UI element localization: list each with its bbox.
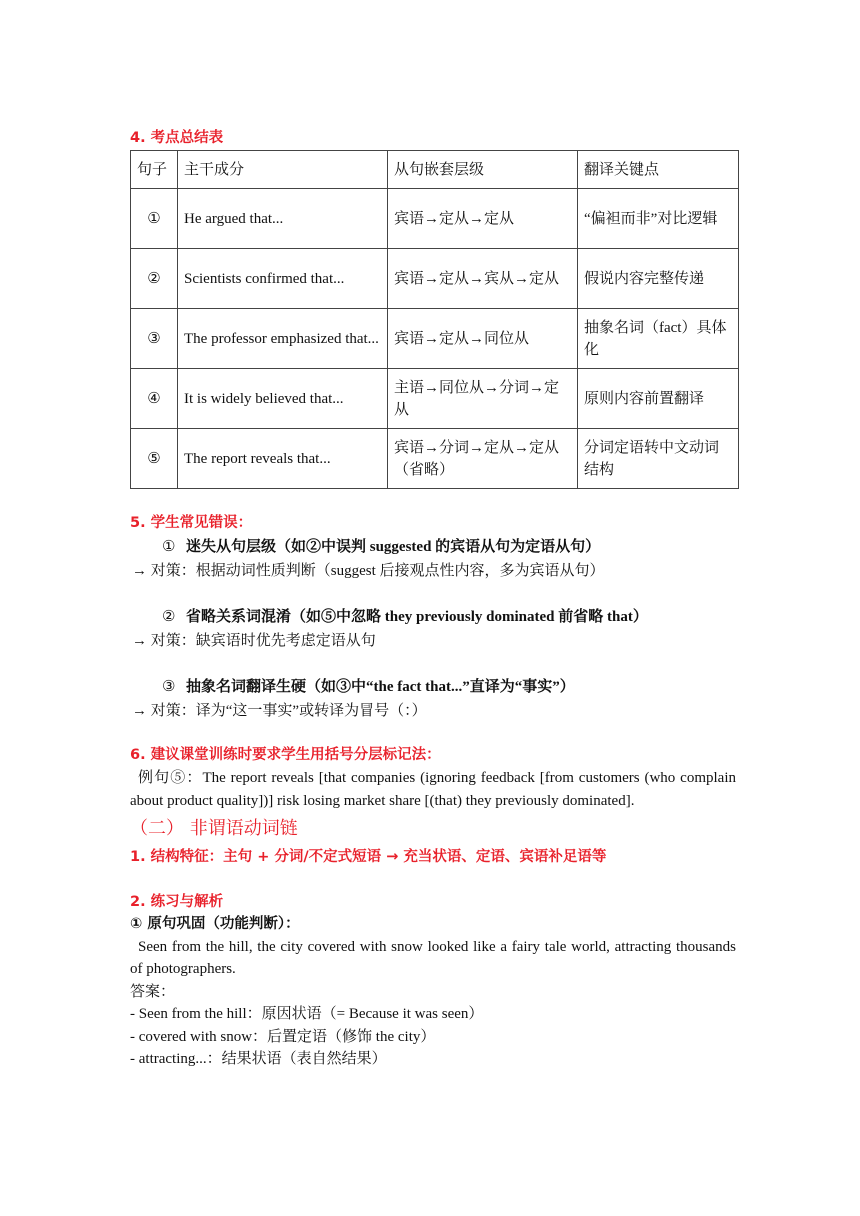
error-item bbox=[130, 605, 736, 653]
table-cell: “偏袒而非”对比逻辑 bbox=[578, 189, 739, 249]
table-cell: 宾语→定从→定从 bbox=[388, 189, 578, 249]
document-page bbox=[130, 128, 736, 1071]
table-cell: 宾语→定从→宾从→定从 bbox=[388, 249, 578, 309]
error-fix: → 对策：译为“这一事实”或转译为冒号（：） bbox=[132, 703, 427, 719]
error-number: ① bbox=[162, 539, 176, 555]
error-item bbox=[130, 535, 736, 583]
error-heading: 省略关系词混淆（如⑤中忽略 they previously dominated 前省略 that） bbox=[186, 609, 648, 625]
table-row bbox=[131, 309, 739, 369]
table-cell: 原则内容前置翻译 bbox=[578, 369, 739, 429]
part-2-title: （二） 非谓语动词链 bbox=[130, 818, 298, 839]
practice-subtitle: ① 原句巩固（功能判断）： bbox=[130, 916, 300, 932]
structure-feature: 1. 结构特征：主句 + 分词/不定式短语 → 充当状语、定语、宾语补足语等 bbox=[130, 849, 607, 865]
table-cell: ④ bbox=[131, 369, 178, 429]
table-cell: Scientists confirmed that... bbox=[178, 249, 388, 309]
error-item bbox=[130, 675, 736, 723]
practice-title: 2. 练习与解析 bbox=[130, 893, 224, 910]
error-heading: 抽象名词翻译生硬（如③中“the fact that...”直译为“事实”） bbox=[186, 679, 575, 695]
table-cell: 假说内容完整传递 bbox=[578, 249, 739, 309]
table-cell: The report reveals that... bbox=[178, 429, 388, 489]
answer-line: - covered with snow：后置定语（修饰 the city） bbox=[130, 1028, 436, 1045]
table-cell: 抽象名词（fact）具体化 bbox=[578, 309, 739, 369]
error-fix: → 对策：根据动词性质判断（suggest 后接观点性内容，多为宾语从句） bbox=[132, 563, 605, 579]
section-6-title: 6. 建议课堂训练时要求学生用括号分层标记法： bbox=[130, 747, 441, 763]
table-cell: He argued that... bbox=[178, 189, 388, 249]
table-header: 主干成分 bbox=[178, 151, 388, 189]
example-sentence: 例句⑤：The report reveals [that companies (ignoring feedback [from customers (who complain about product quality])] risk losing market share [(that) they previously dominated]. bbox=[130, 770, 736, 809]
summary-table bbox=[130, 150, 739, 489]
error-number: ③ bbox=[162, 679, 176, 695]
error-heading: 迷失从句层级（如②中误判 suggested 的宾语从句为定语从句） bbox=[186, 539, 601, 555]
table-header: 翻译关键点 bbox=[578, 151, 739, 189]
error-fix: → 对策：缺宾语时优先考虑定语从句 bbox=[132, 633, 376, 649]
table-cell: ② bbox=[131, 249, 178, 309]
table-header: 从句嵌套层级 bbox=[388, 151, 578, 189]
error-number: ② bbox=[162, 609, 176, 625]
table-header-row bbox=[131, 151, 739, 189]
table-header: 句子 bbox=[131, 151, 178, 189]
practice-sentence: Seen from the hill, the city covered with snow looked like a fairy tale world, attracting thousands of photographers. bbox=[130, 938, 736, 977]
answer-line: - attracting...：结果状语（表自然结果） bbox=[130, 1051, 387, 1067]
table-cell: 分词定语转中文动词结构 bbox=[578, 429, 739, 489]
table-row bbox=[131, 249, 739, 309]
table-cell: ① bbox=[131, 189, 178, 249]
answer-label: 答案： bbox=[130, 983, 176, 1000]
section-4-title: 4. 考点总结表 bbox=[130, 130, 224, 146]
table-cell: The professor emphasized that... bbox=[178, 309, 388, 369]
table-cell: ⑤ bbox=[131, 429, 178, 489]
table-cell: It is widely believed that... bbox=[178, 369, 388, 429]
table-cell: 主语→同位从→分词→定从 bbox=[388, 369, 578, 429]
table-cell: 宾语→定从→同位从 bbox=[388, 309, 578, 369]
table-row bbox=[131, 189, 739, 249]
answer-line: - Seen from the hill：原因状语（= Because it was seen） bbox=[130, 1006, 484, 1022]
table-cell: ③ bbox=[131, 309, 178, 369]
table-cell: 宾语→分词→定从→定从（省略） bbox=[388, 429, 578, 489]
table-row bbox=[131, 369, 739, 429]
section-5-title: 5. 学生常见错误： bbox=[130, 515, 253, 531]
table-row bbox=[131, 429, 739, 489]
